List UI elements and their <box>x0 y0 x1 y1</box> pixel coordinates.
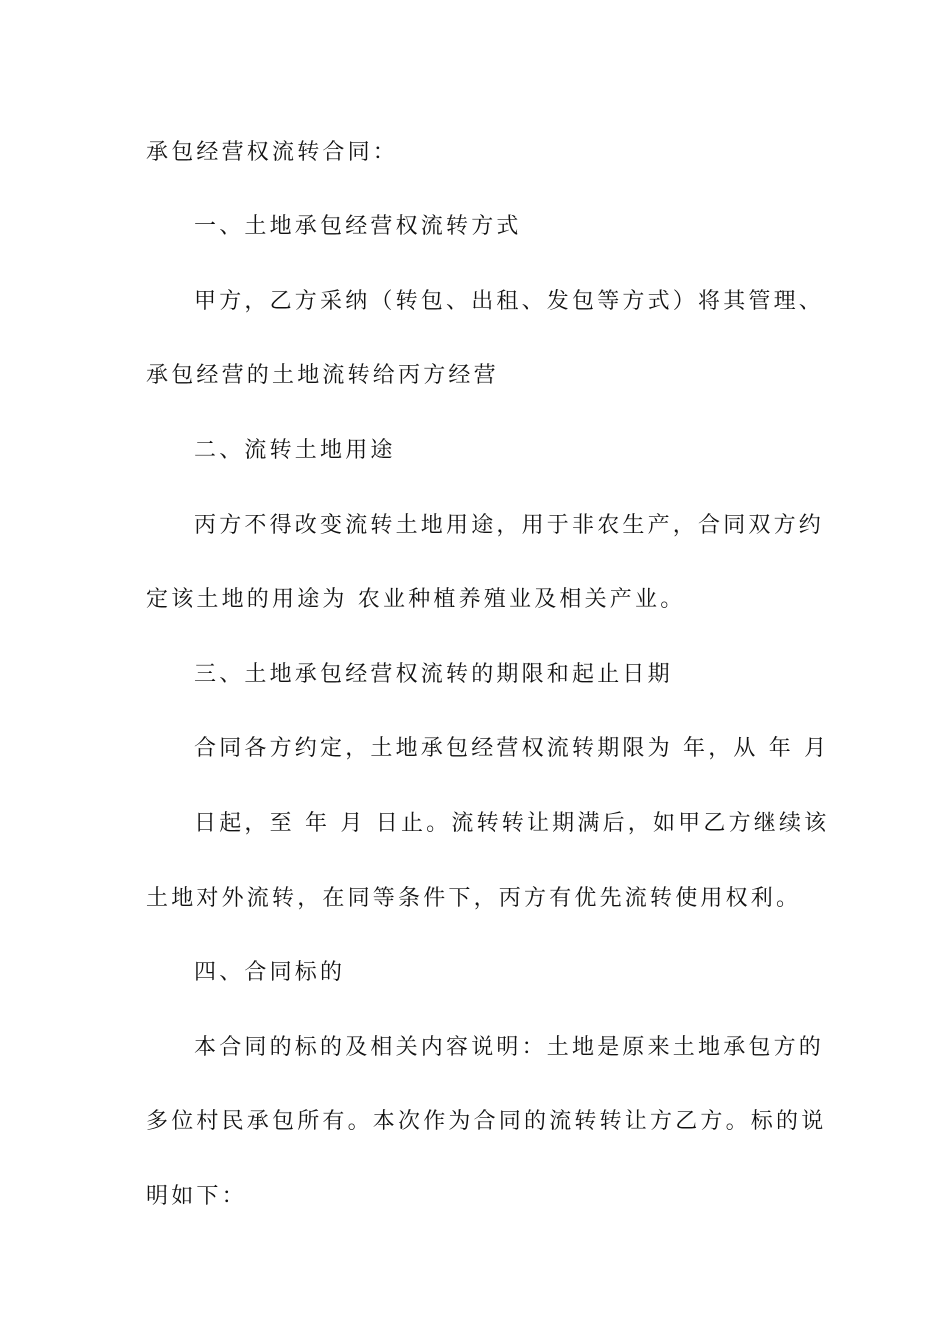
paragraph-line: 定该土地的用途为 农业种植养殖业及相关产业。 <box>146 587 686 612</box>
paragraph-line: 多位村民承包所有。本次作为合同的流转转让方乙方。标的说 <box>146 1109 827 1134</box>
paragraph-line: 承包经营的土地流转给丙方经营 <box>146 363 499 388</box>
paragraph-line: 甲方，乙方采纳（转包、出租、发包等方式）将其管理、 <box>194 289 825 314</box>
paragraph-line: 丙方不得改变流转土地用途，用于非农生产，合同双方约 <box>194 513 825 538</box>
paragraph-line: 本合同的标的及相关内容说明：土地是原来土地承包方的 <box>194 1035 825 1060</box>
section-heading-2: 二、流转土地用途 <box>194 438 396 463</box>
section-heading-4: 四、合同标的 <box>194 960 346 985</box>
section-heading-3: 三、土地承包经营权流转的期限和起止日期 <box>194 662 673 687</box>
paragraph-line: 土地对外流转，在同等条件下，丙方有优先流转使用权利。 <box>146 886 802 911</box>
section-heading-1: 一、土地承包经营权流转方式 <box>194 214 522 239</box>
paragraph-line: 日起，至 年 月 日止。流转转让期满后，如甲乙方继续该 <box>194 811 830 836</box>
paragraph-line: 明如下： <box>146 1184 247 1209</box>
paragraph-line: 合同各方约定，土地承包经营权流转期限为 年，从 年 月 <box>194 736 830 761</box>
document-title: 承包经营权流转合同： <box>146 140 399 165</box>
